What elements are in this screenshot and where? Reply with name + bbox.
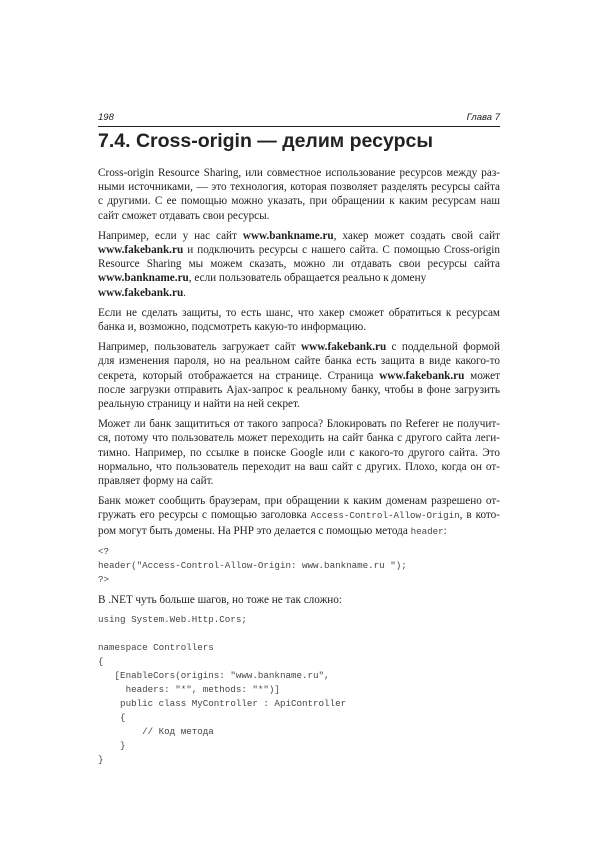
code-block-dotnet: using System.Web.Http.Cors; namespace Controllers { [EnableCors(origins: "www.bankname.ru", headers: "*", methods: "*")] public class MyController : ApiController { // Код метода } } xyxy=(98,614,347,766)
paragraph-dotnet: В .NET чуть больше шагов, но тоже не так сложно: xyxy=(98,593,342,606)
paragraph-attack xyxy=(98,340,500,411)
domain-bankname: www.bankname.ru xyxy=(242,229,334,242)
paragraph-intro: Cross-origin Resource Sharing, или совместное использование ресурсов между разными источниками, — это технология, которая позволяет разделять ресурсы сайта с другими. С ее помощью можно указать, при обращении к каким ресурсам наш сайт сможет отдавать свои ресурсы. xyxy=(98,167,500,222)
chapter-label: Глава 7 xyxy=(466,112,500,123)
text-run: Банк может сообщить браузерам, при обращении к каким доменам разрешено отгружать его ресурсы с помощью заголовка xyxy=(98,495,500,522)
domain-fakebank: www.fakebank.ru xyxy=(98,286,184,299)
paragraph-referer: Может ли банк защититься от такого запроса? Блокировать по Referer не получится, потому что пользователь может переходить на сайт банка с другого сайта легитимно. Например, по ссылке в поиске Google или с какого-то другого сайта. Это нормально, что пользователь переходит на ваш сайт с других. Плохо, когда он отправляет форму на сайт. xyxy=(98,418,500,488)
text-run: , в котором могут быть домены. На PHP это делается с помощью метода xyxy=(98,509,501,537)
text-run: Например, если у нас сайт xyxy=(98,229,243,242)
inline-code: Access-Control-Allow-Origin xyxy=(310,510,460,522)
section-body xyxy=(98,166,500,773)
text-run: : xyxy=(443,524,447,537)
text-run: и подключить ресурсы с нашего сайта. С помощью Cross-origin Resource Sharing мы можем сказать, можно ли отдавать свои ресурсы сайта xyxy=(98,244,500,271)
paragraph-example xyxy=(98,229,500,300)
paragraph-risk: Если не сделать защиты, то есть шанс, что хакер сможет обратиться к ресурсам банка и, возможно, подсмотреть какую-то информацию. xyxy=(98,306,500,334)
text-run: . xyxy=(183,286,186,299)
text-run: , хакер может создать свой сайт xyxy=(333,229,500,242)
code-block-php: <? header("Access-Control-Allow-Origin: www.bankname.ru "); ?> xyxy=(98,545,407,585)
domain-fakebank: www.fakebank.ru xyxy=(379,369,465,382)
domain-fakebank: www.fakebank.ru xyxy=(301,341,387,354)
paragraph-header-solution xyxy=(98,494,500,539)
text-run: , если пользователь обращается реально к домену xyxy=(188,272,427,285)
text-run: с поддельной формой для изменения пароля, но на реальном сайте банка есть защита в виде какого-то секрета, который отображается на странице. Страница xyxy=(98,341,500,382)
page-number: 198 xyxy=(98,112,114,123)
header-rule xyxy=(98,126,500,127)
section-title: 7.4. Cross-origin — делим ресурсы xyxy=(98,130,433,152)
text-run: может после загрузки отправить Ajax-запрос к реальному банку, чтобы в фоне загрузить реальную страницу и найти на ней секрет. xyxy=(98,369,500,411)
domain-fakebank: www.fakebank.ru xyxy=(98,244,184,257)
text-run: Например, пользователь загружает сайт xyxy=(98,341,302,354)
inline-code: header xyxy=(410,525,444,537)
domain-bankname: www.bankname.ru xyxy=(98,272,189,285)
